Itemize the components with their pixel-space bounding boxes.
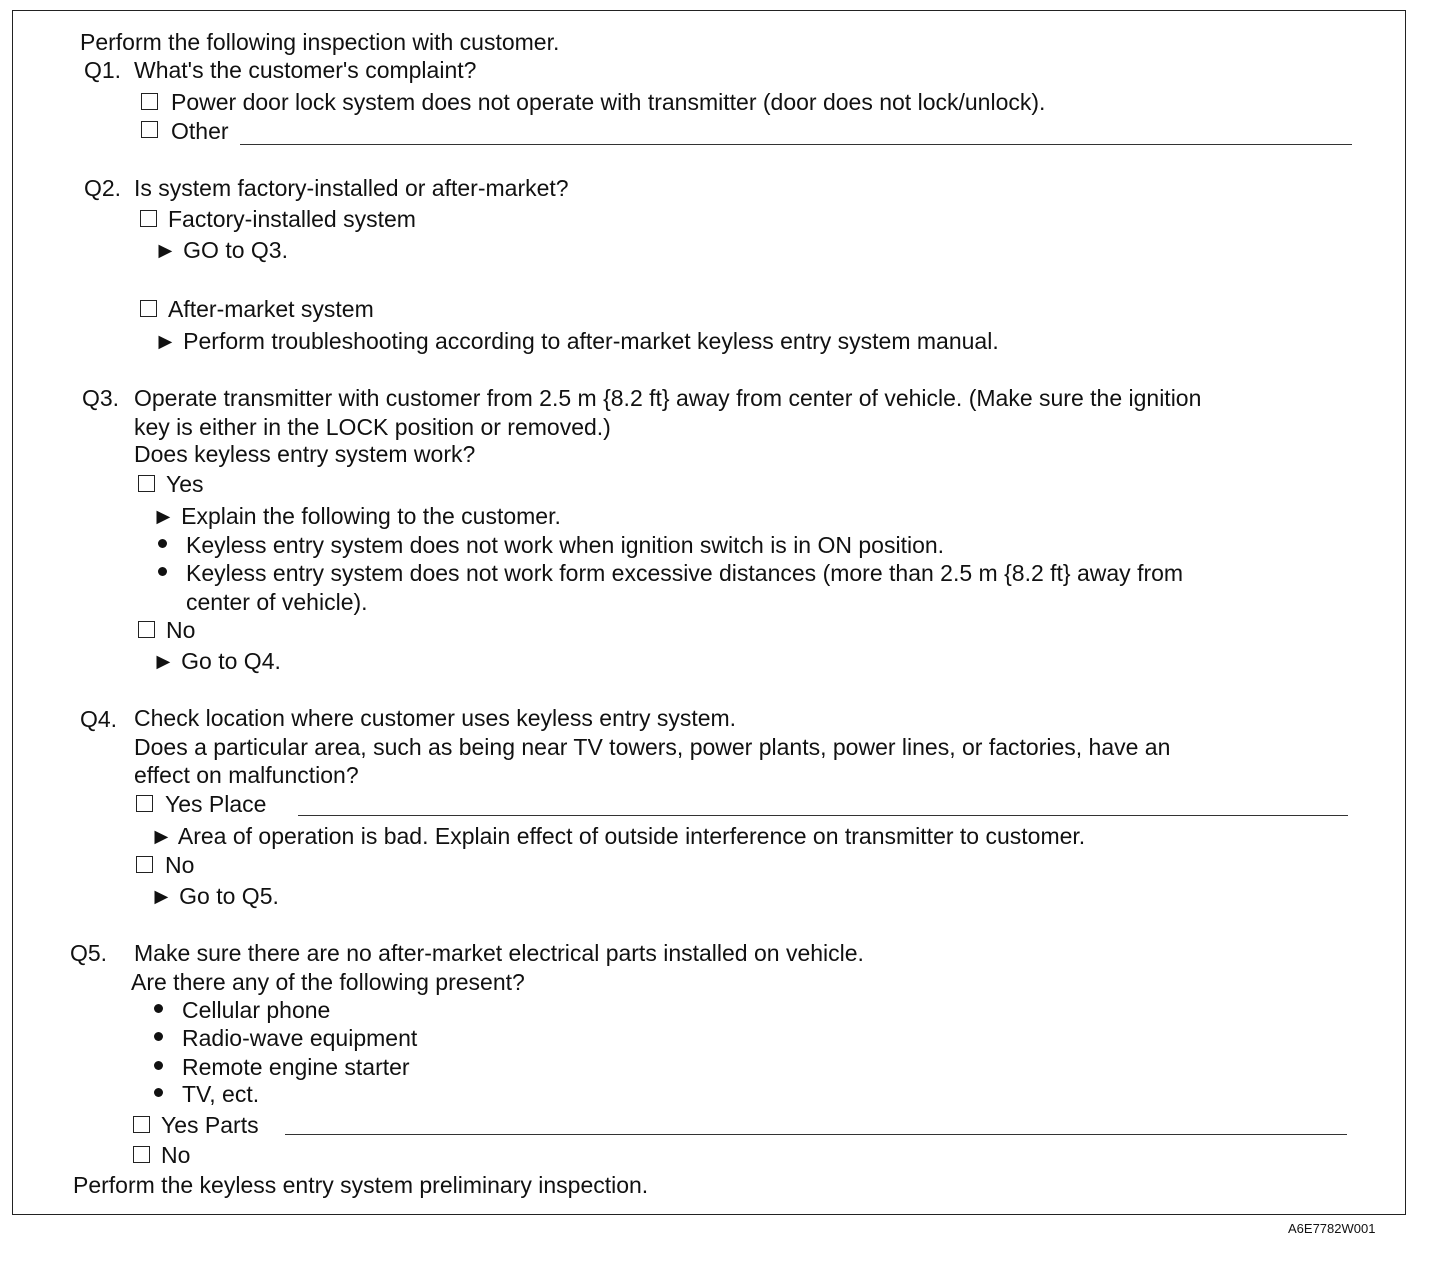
- bullet-icon: [154, 1032, 163, 1041]
- q2-option1-action: ► GO to Q3.: [154, 237, 288, 263]
- q5-item: Remote engine starter: [182, 1054, 410, 1080]
- q1-option2-label: Other: [171, 118, 229, 144]
- bullet-icon: [154, 1061, 163, 1070]
- q5-no-checkbox[interactable]: [133, 1146, 150, 1163]
- q5-no-label: No: [161, 1142, 191, 1168]
- q2-option2-checkbox[interactable]: [140, 300, 157, 317]
- q5-question-line1: Make sure there are no after-market electrical parts installed on vehicle.: [134, 940, 864, 966]
- q4-yes-action: ► Area of operation is bad. Explain effect of outside interference on transmitter to customer.: [150, 823, 1086, 849]
- q5-question-line2: Are there any of the following present?: [131, 969, 525, 995]
- q5-yes-checkbox[interactable]: [133, 1116, 150, 1133]
- q5-number: Q5.: [70, 940, 108, 966]
- q4-question-line3: effect on malfunction?: [134, 762, 359, 788]
- q5-item: TV, ect.: [182, 1081, 260, 1107]
- q4-yes-label: Yes Place: [165, 791, 267, 817]
- q4-no-action: ► Go to Q5.: [150, 883, 279, 909]
- q5-item: Cellular phone: [182, 997, 331, 1023]
- footer-text: Perform the keyless entry system preliminary inspection.: [73, 1172, 649, 1198]
- q3-yes-action: ► Explain the following to the customer.: [152, 503, 561, 529]
- q4-no-label: No: [165, 852, 195, 878]
- q5-yes-label: Yes Parts: [161, 1112, 259, 1138]
- q1-option2-checkbox[interactable]: [141, 121, 158, 138]
- q3-question-line3: Does keyless entry system work?: [134, 441, 476, 467]
- q2-option2-action: ► Perform troubleshooting according to after-market keyless entry system manual.: [154, 328, 999, 354]
- q3-question-line1: Operate transmitter with customer from 2.5 m {8.2 ft} away from center of vehicle. (Make sure the ignition: [134, 385, 1202, 411]
- bullet-icon: [154, 1004, 163, 1013]
- q2-option1-label: Factory-installed system: [168, 206, 416, 232]
- q3-bullet1: Keyless entry system does not work when ignition switch is in ON position.: [186, 532, 945, 558]
- q2-option1-checkbox[interactable]: [140, 210, 157, 227]
- q3-bullet2-line1: Keyless entry system does not work form excessive distances (more than 2.5 m {8.2 ft} away from: [186, 560, 1184, 586]
- q1-number: Q1.: [84, 57, 122, 83]
- q3-no-label: No: [166, 617, 196, 643]
- intro-text: Perform the following inspection with customer.: [80, 29, 560, 55]
- q2-question: Is system factory-installed or after-market?: [134, 175, 569, 201]
- q3-yes-label: Yes: [166, 471, 204, 497]
- q4-question-line1: Check location where customer uses keyless entry system.: [134, 705, 737, 731]
- q1-other-write-line[interactable]: [240, 144, 1352, 145]
- q1-option1-checkbox[interactable]: [141, 93, 158, 110]
- bullet-icon: [154, 1088, 163, 1097]
- q2-option2-label: After-market system: [168, 296, 374, 322]
- figure-code: A6E7782W001: [1288, 1221, 1376, 1236]
- bullet-icon: [158, 567, 167, 576]
- q5-parts-write-line[interactable]: [285, 1134, 1347, 1135]
- q4-no-checkbox[interactable]: [136, 856, 153, 873]
- bullet-icon: [158, 539, 167, 548]
- q5-item: Radio-wave equipment: [182, 1025, 418, 1051]
- q4-question-line2: Does a particular area, such as being near TV towers, power plants, power lines, or factories, have an: [134, 734, 1171, 760]
- q4-number: Q4.: [80, 706, 118, 732]
- q4-yes-checkbox[interactable]: [136, 795, 153, 812]
- q3-question-line2: key is either in the LOCK position or removed.): [134, 414, 611, 440]
- q3-number: Q3.: [82, 385, 120, 411]
- q1-question: What's the customer's complaint?: [134, 57, 477, 83]
- q1-option1-label: Power door lock system does not operate with transmitter (door does not lock/unlock).: [171, 89, 1046, 115]
- q3-yes-checkbox[interactable]: [138, 475, 155, 492]
- q4-place-write-line[interactable]: [298, 815, 1348, 816]
- q2-number: Q2.: [84, 175, 122, 201]
- q3-no-action: ► Go to Q4.: [152, 648, 281, 674]
- q3-no-checkbox[interactable]: [138, 621, 155, 638]
- q3-bullet2-line2: center of vehicle).: [186, 589, 368, 615]
